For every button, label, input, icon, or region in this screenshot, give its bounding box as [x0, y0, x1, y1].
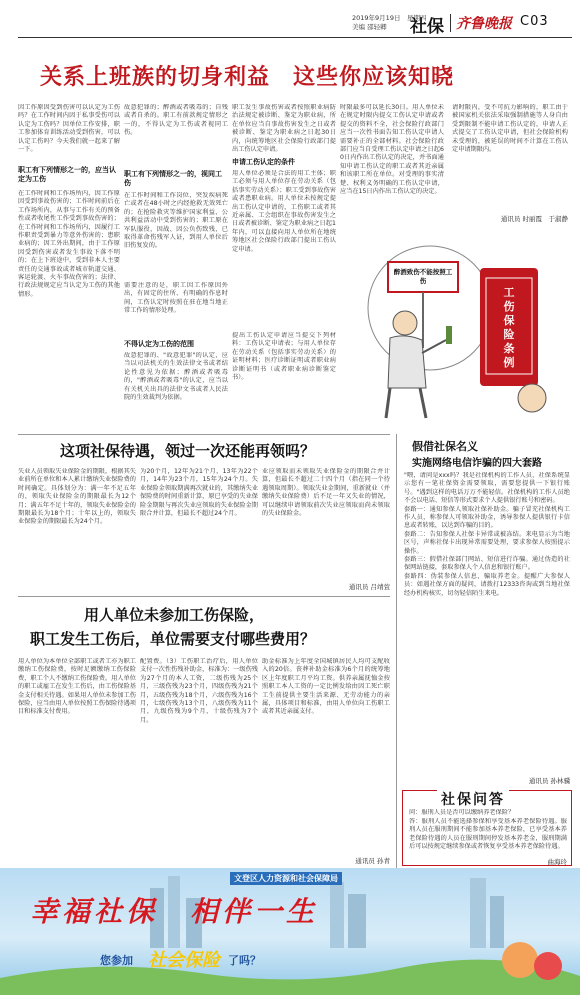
article2-byline: 通讯员 吕靖萱 — [348, 583, 390, 591]
column-divider — [396, 434, 397, 868]
article1-col3-body: 职工发生事故伤害或者按照职业病防治法规定被诊断、鉴定为职业病，所在单位应当自事故伤害发生之日或者被诊断、鉴定为职业病之日起30日内，向统筹地区社会保险行政部门提出工伤认定申请。 — [232, 104, 336, 154]
section-name: 社保 — [410, 17, 444, 37]
article4-headline-2: 实施网络电信诈骗的四大套路 — [412, 458, 542, 469]
article3-headline-1: 用人单位未参加工伤保险， — [84, 606, 265, 624]
cartoon-illustration — [360, 228, 570, 428]
article1-col2-body4: 故意犯罪的、"故意犯罪"的认定，应当以司法机关的生效法律文书或者结论性意见为依据；醉酒或者吸毒的，"醉酒或者吸毒"的认定，应当以有关机关出具的法律文书或者人民法院的生效裁判为依据。 — [124, 352, 228, 402]
qa-question: 问：服刑人员是否可以缴纳养老保险？ — [409, 809, 515, 816]
article1-col2-body3: 需要注意的是，职工因工作原因外出，有固定的住所、有明确的作息时间，工伤认定时按照在驻在地当地正常工作的情形处理。 — [124, 282, 228, 315]
article3-headline-2: 职工发生工伤后，单位需要支付哪些费用？ — [30, 630, 316, 648]
article1-byline: 通讯员 时丽霞 于淑静 — [500, 215, 568, 223]
article3-byline: 通讯员 孙青 — [355, 857, 390, 865]
masthead-rule — [18, 37, 572, 38]
article1-col2-body2: 在工作时间和工作岗位，突发疾病死亡或者在48小时之内经抢救无效死亡的；在抢险救灾等维护国家利益、公共利益活动中受到伤害的；职工原在军队服役，因战、因公负伤致残，已取得革命伤残军人证，到用人单位后旧伤复发的。 — [124, 192, 228, 250]
brand-logo: 齐鲁晚报 — [456, 16, 512, 32]
article3-col1: 用人单位为本单位全部职工或者工亦为职工缴纳工伤保险费，按时足额缴纳工伤保险费，职工个人不缴纳工伤保险费。用人单位的职工或雇工在发生工伤后，由工伤保险基金支付相关待遇。如果用人单位未参加工伤保险，应当由用人单位按照工伤保险待遇项目和标准支付费用。 — [18, 658, 136, 716]
article1-col3-body2: 用人单位必须是合法的用工主体；职工必须与用人单位存在劳动关系（包括事实劳动关系）；职工受到事故伤害或者患职业病。用人单位未按规定提出工伤认定申请的，工伤职工或者其近亲属、工会组织在事故伤害发生之日或者被诊断、鉴定为职业病之日起1年内，可以直接向用人单位所在地统筹地区社会保险行政部门提出工伤认定申请。 — [232, 170, 336, 253]
masthead-date: 2019年9月19日 星期四 — [352, 14, 427, 22]
ad-sub-2: 社会保险 — [148, 950, 220, 971]
article4-body: "喂，请问是xxx吗？我是社保机构的工作人员，社保系统显示您有一笔社保资金需要领取，需要您提供一下银行账号。"遇到这样的电话万万不能轻信。社保机构的工作人员绝不会以电话、短信等形式要求个人提供银行账号和密码。 套路一：通知参保人领取社保补助金。骗子冒充社保机构工作人员，称参保人可领取补助金，诱导参保人提供银行卡信息或者转账，以达到诈骗的目的。 套路二：告知参保人社保卡异常或被冻结。来电显示为当地区号，声称社保卡出现异常需要处理，要求参保人按照提示操作。 套路三：假借社保部门网站、短信进行诈骗。通过伪造的社保网站链接，套取参保人个人信息和银行账户。 套路四：伪装参保人信息，骗取养老金。提醒广大参保人员：如遇社保方面的疑问，请拨打12333咨询或到当地社保经办机构核实，切勿轻信陌生来电。 — [404, 472, 570, 597]
qa-answer: 答：服刑人员不能选择参保和享受基本养老保险待遇。服刑人员在服刑期间不能参加基本养老保险，已享受基本养老保险待遇的人员在服刑期间停发基本养老金，服刑期满后可以按规定继续参保或者恢复享受基本养老保险待遇。 — [409, 818, 567, 851]
article1-col1-body: 在工作时间和工作场所内，因工作原因受到事故伤害的；工作时间前后在工作场所内，从事与工作有关的预备性或者收尾性工作受到事故伤害的；在工作时间和工作场所内，因履行工作职责受到暴力等意外伤害的；患职业病的；因工外出期间，由于工作原因受到伤害或者发生事故下落不明的；在上下班途中，受到非本人主要责任的交通事故或者城市轨道交通、客运轮渡、火车事故伤害的；法律、行政法规规定应当认定为工伤的其他情形。 — [18, 190, 120, 298]
article3-col3: 助金标准为上年度全国城镇居民人均可支配收入的20倍。丧葬补助金标准为6个月的统筹地区上年度职工月平均工资。供养亲属抚恤金按照职工本人工资的一定比例发给由因工死亡职工生前提供主要生活来源、无劳动能力的亲属，具体项目和标准，由用人单位向工伤职工或者其近亲属支付。 — [262, 658, 390, 716]
ad-sub-1: 您参加 — [100, 954, 133, 967]
article1-col1-intro: 因工作原因受到伤害可以认定为工伤吗？在工作时间内因于私事受伤可以认定为工伤吗？因单位工作安排，职工参加体育训练活动受到伤害，可以认定工伤吗？今天我们就一起来了解一下。 — [18, 104, 120, 154]
masthead-editor: 美编 邵轻卿 — [352, 23, 387, 31]
article1-col3-body3: 提出工伤认定申请应当提交下列材料：工伤认定申请表；与用人单位存在劳动关系（包括事实劳动关系）的证明材料；医疗诊断证明或者职业病诊断证明书（或者职业病诊断鉴定书）。 — [232, 332, 336, 382]
article1-headline: 关系上班族的切身利益 这些你应该知晓 — [40, 65, 455, 90]
article1-col4-body: 时限最多可以延长30日。用人单位未在规定时限内提交工伤认定申请或者提交的资料不全，社会保险行政部门应当一次性书面告知工伤认定申请人需要补正的全部材料。社会保险行政部门应当自受理工伤认定申请之日起60日内作出工伤认定的决定，并书面通知申请工伤认定的职工或者其近亲属和该职工所在单位。对受理的事实清楚、权利义务明确的工伤认定申请，应当在15日内作出工伤认定的决定。 — [340, 104, 444, 196]
qa-byline: 曲海玲 — [547, 858, 567, 866]
cartoon-sign: 醉酒致伤不能按照工伤 — [393, 268, 453, 285]
article4-headline-1: 假借社保名义 — [412, 440, 478, 453]
article1-sub2: 职工有下列情形之一的，视同工伤 — [124, 170, 222, 187]
masthead — [0, 0, 580, 38]
qa-box — [402, 790, 572, 866]
ad-org: 文登区人力资源和社会保障局 — [230, 872, 342, 885]
ad-skyline — [0, 868, 580, 995]
article1-col2-body: 故意犯罪的；醉酒或者吸毒的；自残或者自杀的。职工有前款规定情形之一的，不得认定为工伤或者视同工伤。 — [124, 104, 228, 137]
cartoon-svg — [360, 228, 570, 428]
divider-1 — [18, 434, 390, 435]
article2-col3: 业应领取而未领取失业保险金的期限合并计算，但最长不超过二十四个月（指在同一个待遇领取周期）。领取失业金期间，重新就业（并缴纳失业保险费）后不足一年又失业的情况，可以继续申请领取前次失业应领取而尚未领取的失业保险金。 — [262, 468, 390, 518]
article1-sub4: 申请工伤认定的条件 — [232, 158, 295, 166]
article2-col2: 为20个月，12年为21个月，13年为22个月，14年为23个月，15年为24个月。失业保险金领取期满再次就业的，其缴纳失业保险费的时间重新计算，原已享受的失业保险金期限与再次失业应领取的失业保险金期限合并计算，但最长不超过24个月。 — [140, 468, 258, 518]
article2-col1: 失业人员领取失业保险金的期限，根据其失业前所在单位和本人累计缴纳失业保险费的时间确定。具体划分为：满一年不足五年的，领取失业保险金的期限最长为12个月；满五年不足十年的，领取失业保险金的期限最长为18个月；十年以上的，领取失业保险金的期限最长为24个月。 — [18, 468, 136, 526]
ad-sub-3: 了吗？ — [228, 954, 261, 967]
article3-col2: 配置费。（3）工伤职工治疗后，用人单位支付一次性伤残补助金，标准为：一级伤残为27个月的本人工资，二级伤残为25个月，三级伤残为23个月，四级伤残为21个月，五级伤残为18个月，六级伤残为16个月，七级伤残为13个月，八级伤残为11个月，九级伤残为9个月，十级伤残为7个月。 — [140, 658, 258, 724]
cartoon-book-title: 工伤保险条例 — [503, 286, 515, 369]
page-number: C03 — [520, 14, 549, 29]
article4-byline: 通讯员 孙林骥 — [528, 777, 570, 785]
article1-col5-body: 请时限内，受不可抗力影响的，职工由于被国家机关依法采取强制措施等人身自由受到限制不能申请工伤认定的，申请人正式提交了工伤认定申请，但社会保险机构未受理的，被延误的时间不计算在工伤认定申请期限内。 — [452, 104, 568, 154]
article2-headline: 这项社保待遇，领过一次还能再领吗？ — [60, 442, 316, 460]
section-divider — [450, 14, 451, 32]
article1-sub3: 不得认定为工伤的范围 — [124, 340, 194, 348]
ad-banner — [0, 868, 580, 995]
ad-slogan: 幸福社保 相伴一生 — [30, 895, 319, 928]
qa-title: 社保问答 — [437, 789, 509, 809]
article1-sub1: 职工有下列情形之一的，应当认定为工伤 — [18, 166, 116, 183]
divider-2 — [18, 596, 390, 597]
